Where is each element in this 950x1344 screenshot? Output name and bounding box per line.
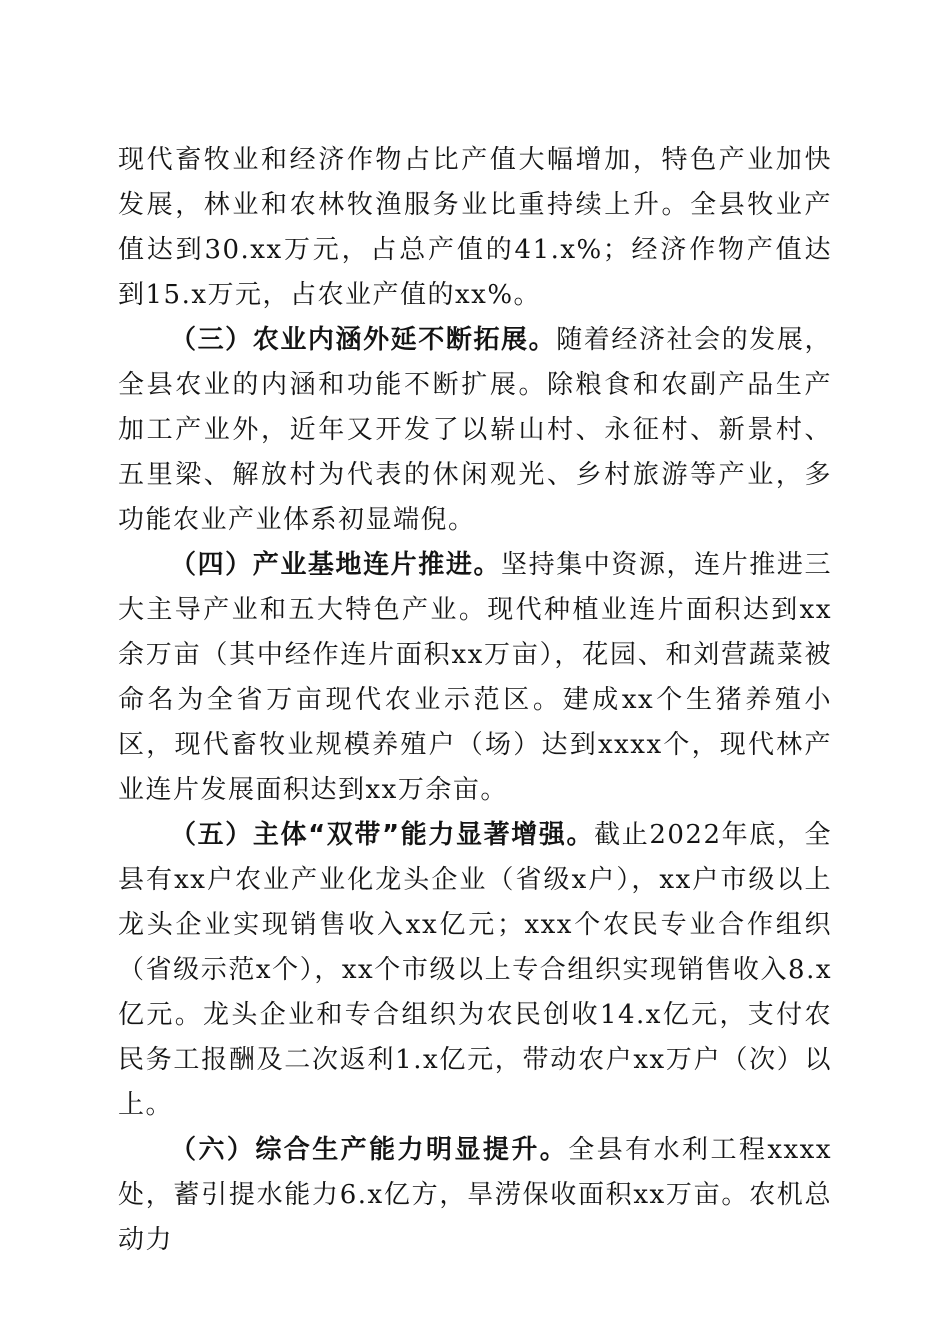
paragraph-text: 坚持集中资源，连片推进三大主导产业和五大特色产业。现代种植业连片面积达到xx余万亩（其中经作连片面积xx万亩），花园、和刘营蔬菜被命名为全省万亩现代农业示范区。建成xx个生猪养殖小区，现代畜牧业规模养殖户（场）达到xxxx个，现代林产业连片发展面积达到xx万余亩。 bbox=[118, 550, 832, 805]
section-heading: （三）农业内涵外延不断拓展。 bbox=[170, 325, 557, 355]
paragraph-section-6 bbox=[118, 1128, 832, 1263]
document-body bbox=[118, 138, 832, 1263]
paragraph-continuation bbox=[118, 138, 832, 318]
paragraph-text: 截止2022年底，全县有xx户农业产业化龙头企业（省级x户），xx户市级以上龙头企业实现销售收入xx亿元；xxx个农民专业合作组织（省级示范x个），xx个市级以上专合组织实现销售收入8.x亿元。龙头企业和专合组织为农民创收14.x亿元，支付农民务工报酬及二次返利1.x亿元，带动农户xx万户（次）以上。 bbox=[118, 820, 832, 1120]
section-heading: （六）综合生产能力明显提升。 bbox=[170, 1135, 569, 1165]
paragraph-text: 全县有水利工程xxxx处，蓄引提水能力6.x亿方，旱涝保收面积xx万亩。农机总动力 bbox=[118, 1135, 832, 1255]
section-heading: （五）主体“双带”能力显著增强。 bbox=[170, 820, 595, 850]
paragraph-section-5 bbox=[118, 813, 832, 1128]
paragraph-section-4 bbox=[118, 543, 832, 813]
paragraph-section-3 bbox=[118, 318, 832, 543]
section-heading: （四）产业基地连片推进。 bbox=[170, 550, 502, 580]
paragraph-text: 现代畜牧业和经济作物占比产值大幅增加，特色产业加快发展，林业和农林牧渔服务业比重持续上升。全县牧业产值达到30.xx万元，占总产值的41.x%；经济作物产值达到15.x万元，占农业产值的xx%。 bbox=[118, 145, 832, 310]
paragraph-text: 随着经济社会的发展，全县农业的内涵和功能不断扩展。除粮食和农副产品生产加工产业外，近年又开发了以崭山村、永征村、新景村、五里梁、解放村为代表的休闲观光、乡村旅游等产业，多功能农业产业体系初显端倪。 bbox=[118, 325, 832, 535]
